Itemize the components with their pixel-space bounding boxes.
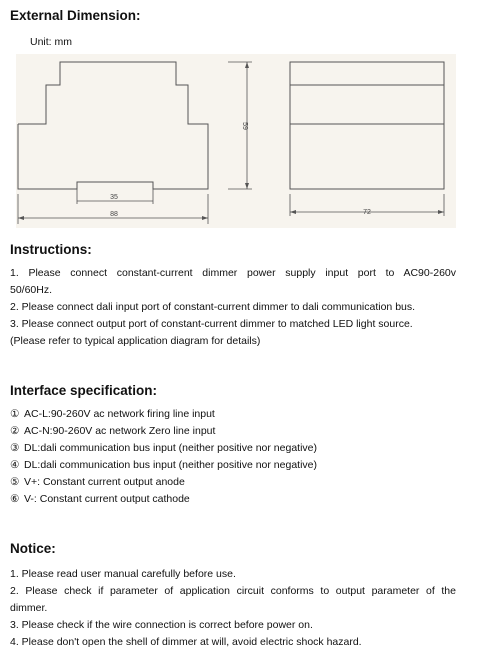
notice-item-1: 1. Please read user manual carefully before use. <box>10 568 236 580</box>
notice-heading: Notice: <box>10 541 56 556</box>
instructions-heading: Instructions: <box>10 242 92 257</box>
unit-label: Unit: mm <box>30 36 72 48</box>
notice-list <box>10 566 456 651</box>
interface-item: ② AC-N:90-260V ac network Zero line input <box>10 425 216 437</box>
instruction-item-2: 2. Please connect dali input port of constant-current dimmer to dali communication bus. <box>10 301 416 313</box>
interface-list <box>10 406 317 508</box>
instruction-item-1: 1. Please connect constant-current dimmer power supply input port to AC90-260v <box>10 267 456 279</box>
interface-heading: Interface specification: <box>10 383 158 398</box>
notice-item-2-cont: dimmer. <box>10 602 48 614</box>
notice-item-2: 2. Please check if parameter of application circuit conforms to output parameter of the <box>10 585 456 597</box>
external-dimension-heading: External Dimension: <box>10 8 141 23</box>
interface-item: ① AC-L:90-260V ac network firing line input <box>10 408 215 420</box>
dimension-drawing <box>16 54 456 228</box>
dim-59-label: 59 <box>241 122 248 130</box>
interface-item: ⑤ V+: Constant current output anode <box>10 476 185 488</box>
interface-item: ④ DL:dali communication bus input (neither positive nor negative) <box>10 459 317 471</box>
instruction-item-3: 3. Please connect output port of constant-current dimmer to matched LED light source. <box>10 318 413 330</box>
instruction-note: (Please refer to typical application diagram for details) <box>10 335 261 347</box>
instructions-list <box>10 265 456 350</box>
dim-88-label: 88 <box>110 211 118 218</box>
notice-item-3: 3. Please check if the wire connection is correct before power on. <box>10 619 313 631</box>
notice-item-4: 4. Please don't open the shell of dimmer at will, avoid electric shock hazard. <box>10 636 362 648</box>
instruction-item-1-cont: 50/60Hz. <box>10 284 53 296</box>
dim-72-label: 72 <box>363 209 371 216</box>
interface-item: ⑥ V-: Constant current output cathode <box>10 493 190 505</box>
interface-item: ③ DL:dali communication bus input (neither positive nor negative) <box>10 442 317 454</box>
dim-35-label: 35 <box>110 194 118 201</box>
drawing-background <box>16 54 456 228</box>
